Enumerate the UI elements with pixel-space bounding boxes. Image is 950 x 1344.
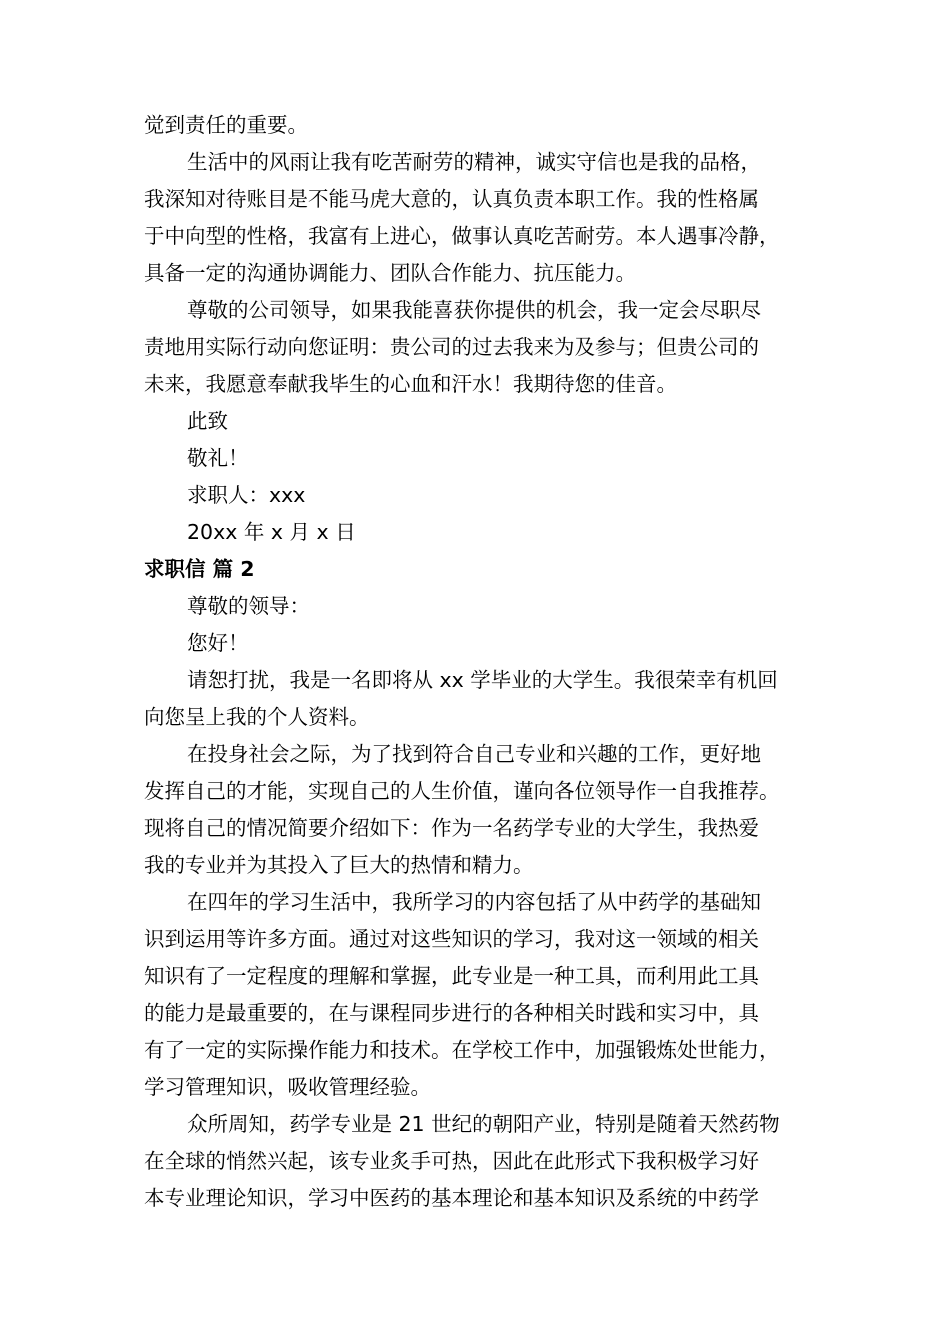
applicant-signature: 求职人：xxx <box>187 483 306 507</box>
text-line: 现将自己的情况简要介绍如下：作为一名药学专业的大学生，我热爱 <box>144 816 759 840</box>
paragraph-continuation <box>144 107 834 144</box>
text-line: 具备一定的沟通协调能力、团队合作能力、抗压能力。 <box>144 261 636 285</box>
text-line: 的能力是最重要的，在与课程同步进行的各种相关时践和实习中，具 <box>144 1001 759 1025</box>
text-line: 请恕打扰，我是一名即将从 xx 学毕业的大学生。我很荣幸有机回 <box>187 668 778 692</box>
paragraph-intro <box>144 662 834 736</box>
letter-date: 20xx 年 x 月 x 日 <box>187 520 356 544</box>
text-line: 在全球的悄然兴起，该专业炙手可热，因此在此形式下我积极学习好 <box>144 1149 759 1173</box>
text-line: 尊敬的公司领导，如果我能喜获你提供的机会，我一定会尽职尽 <box>187 298 761 322</box>
text-line: 我深知对待账目是不能马虎大意的，认真负责本职工作。我的性格属 <box>144 187 759 211</box>
text-line: 责地用实际行动向您证明：贵公司的过去我来为及参与；但贵公司的 <box>144 335 759 359</box>
hello-text: 您好！ <box>187 631 249 655</box>
closing-text: 此致 <box>187 409 228 433</box>
paragraph-industry <box>144 1106 834 1217</box>
text-line: 我的专业并为其投入了巨大的热情和精力。 <box>144 853 534 877</box>
text-line: 有了一定的实际操作能力和技术。在学校工作中，加强锻炼处世能力， <box>144 1038 780 1062</box>
salute-text: 敬礼！ <box>187 446 249 470</box>
text-line: 未来，我愿意奉献我毕生的心血和汗水！我期待您的佳音。 <box>144 372 677 396</box>
paragraph-appeal <box>144 292 834 403</box>
text-line: 众所周知，药学专业是 21 世纪的朝阳产业，特别是随着天然药物 <box>187 1112 780 1136</box>
text-line: 在四年的学习生活中，我所学习的内容包括了从中药学的基础知 <box>187 890 761 914</box>
text-line: 学习管理知识，吸收管理经验。 <box>144 1075 431 1099</box>
text-line: 本专业理论知识，学习中医药的基本理论和基本知识及系统的中药学 <box>144 1186 759 1210</box>
paragraph-study <box>144 884 834 1106</box>
text-line: 识到运用等许多方面。通过对这些知识的学习，我对这一领域的相关 <box>144 927 759 951</box>
text-line: 在投身社会之际，为了找到符合自己专业和兴趣的工作，更好地 <box>187 742 761 766</box>
greeting-text: 尊敬的领导： <box>187 594 310 618</box>
text-line: 觉到责任的重要。 <box>144 113 308 137</box>
text-line: 生活中的风雨让我有吃苦耐劳的精神，诚实守信也是我的品格， <box>187 150 761 174</box>
document-page <box>144 107 834 1217</box>
paragraph-recommendation <box>144 736 834 884</box>
paragraph-character <box>144 144 834 292</box>
section-heading: 求职信 篇 2 <box>144 557 255 581</box>
text-line: 发挥自己的才能，实现自己的人生价值，谨向各位领导作一自我推荐。 <box>144 779 780 803</box>
text-line: 向您呈上我的个人资料。 <box>144 705 370 729</box>
text-line: 于中向型的性格，我富有上进心，做事认真吃苦耐劳。本人遇事冷静， <box>144 224 780 248</box>
text-line: 知识有了一定程度的理解和掌握，此专业是一种工具，而利用此工具 <box>144 964 759 988</box>
